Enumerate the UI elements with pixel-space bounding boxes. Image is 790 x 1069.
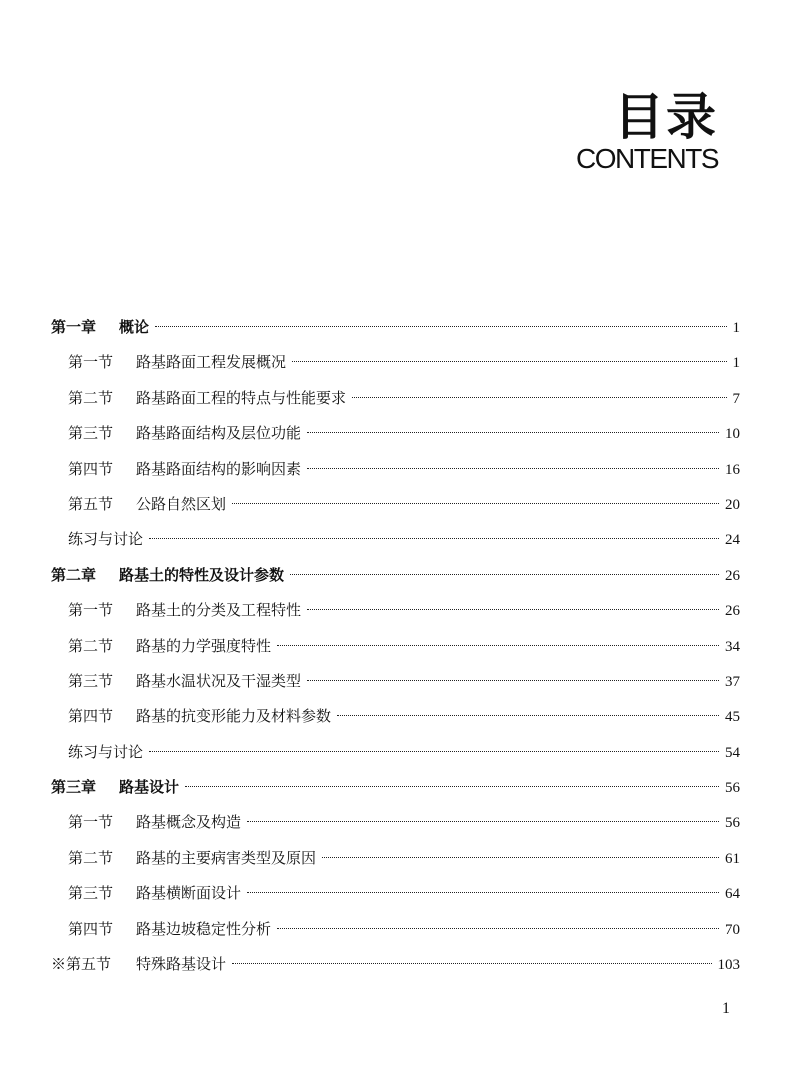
toc-entry-number: 第一节 [68,813,114,832]
toc-section-row[interactable] [51,664,740,699]
toc-entry-number: 第二章 [51,565,97,584]
dot-leader [149,751,719,752]
toc-section-row[interactable] [51,699,740,734]
toc-section-row[interactable] [51,805,740,840]
toc-section-row[interactable] [51,947,740,982]
toc-entry-number: 第一节 [68,601,114,620]
toc-entry-page: 1 [732,320,740,336]
toc-entry-page: 24 [725,532,740,549]
toc-entry-page: 56 [725,815,740,832]
toc-section-row[interactable] [51,381,740,416]
dot-leader [247,821,719,822]
toc-entry-number: 第三节 [68,424,114,443]
toc-section-row[interactable] [51,522,740,557]
toc-entry-title: 特殊路基设计 [136,955,227,974]
toc-entry-title: 路基水温状况及干湿类型 [136,671,302,690]
toc-entry-number: ※第五节 [51,955,112,974]
toc-entry-page: 54 [725,744,740,761]
toc-entry-title: 练习与讨论 [68,530,144,549]
dot-leader [337,715,719,716]
dot-leader [247,892,719,893]
toc-entry-page: 10 [725,426,740,443]
toc-entry-title: 路基概念及构造 [136,813,242,832]
toc-section-row[interactable] [51,416,740,451]
toc-entry-page: 37 [725,673,740,690]
dot-leader [307,680,719,681]
toc-section-row[interactable] [51,487,740,522]
dot-leader [185,786,719,787]
toc-chapter-row[interactable] [51,770,740,805]
toc-section-row[interactable] [51,735,740,770]
toc-entry-page: 1 [732,355,740,372]
toc-section-row[interactable] [51,841,740,876]
toc-entry-page: 70 [725,921,740,938]
toc-entry-title: 公路自然区划 [136,494,227,513]
toc-chapter-row[interactable] [51,310,740,345]
toc-entry-page: 26 [725,567,740,584]
toc-entry-title: 路基路面工程的特点与性能要求 [136,388,347,407]
dot-leader [307,609,719,610]
toc-entry-number: 第二节 [68,636,114,655]
toc-entry-title: 路基路面结构及层位功能 [136,424,302,443]
dot-leader [277,645,719,646]
toc-entry-number: 第四节 [68,459,114,478]
toc-entry-page: 7 [732,390,740,407]
toc-entry-title: 练习与讨论 [68,742,144,761]
toc-entry-title: 路基土的特性及设计参数 [119,565,285,584]
toc-section-row[interactable] [51,912,740,947]
toc-section-row[interactable] [51,593,740,628]
toc-entry-title: 路基的力学强度特性 [136,636,272,655]
toc-entry-title: 概论 [119,318,150,336]
toc-entry-number: 第一节 [68,353,114,372]
toc-section-row[interactable] [51,345,740,380]
toc-entry-number: 第四节 [68,707,114,726]
dot-leader [292,361,726,362]
toc-entry-number: 第四节 [68,919,114,938]
toc-entry-page: 45 [725,709,740,726]
dot-leader [352,397,726,398]
toc-entry-page: 26 [725,603,740,620]
toc-entry-page: 16 [725,461,740,478]
toc-entry-page: 34 [725,638,740,655]
toc-entry-title: 路基设计 [119,778,180,797]
table-of-contents [51,310,740,982]
page-subtitle: CONTENTS [576,143,718,174]
title-block [576,88,718,174]
toc-entry-number: 第二节 [68,848,114,867]
dot-leader [322,857,719,858]
page-number: 1 [722,1000,730,1017]
toc-entry-title: 路基路面结构的影响因素 [136,459,302,478]
toc-section-row[interactable] [51,452,740,487]
dot-leader [307,432,719,433]
toc-section-row[interactable] [51,629,740,664]
toc-entry-title: 路基横断面设计 [136,884,242,903]
page-title: 目录 [614,88,718,146]
toc-entry-number: 第二节 [68,388,114,407]
toc-entry-page: 64 [725,886,740,903]
toc-entry-title: 路基路面工程发展概况 [136,353,287,372]
dot-leader [277,928,719,929]
toc-entry-page: 61 [725,850,740,867]
toc-entry-number: 第三节 [68,884,114,903]
toc-entry-number: 第三章 [51,778,97,797]
toc-entry-title: 路基边坡稳定性分析 [136,919,272,938]
toc-entry-title: 路基的抗变形能力及材料参数 [136,707,332,726]
dot-leader [155,326,726,327]
dot-leader [232,963,711,964]
toc-entry-number: 第五节 [68,494,114,513]
dot-leader [307,468,719,469]
toc-entry-page: 56 [725,780,740,797]
toc-entry-number: 第一章 [51,318,97,336]
dot-leader [290,574,719,575]
dot-leader [232,503,719,504]
toc-entry-page: 103 [717,957,740,974]
toc-entry-number: 第三节 [68,671,114,690]
toc-entry-title: 路基的主要病害类型及原因 [136,848,317,867]
toc-entry-page: 20 [725,496,740,513]
dot-leader [149,538,719,539]
toc-entry-title: 路基土的分类及工程特性 [136,601,302,620]
toc-chapter-row[interactable] [51,558,740,593]
toc-section-row[interactable] [51,876,740,911]
